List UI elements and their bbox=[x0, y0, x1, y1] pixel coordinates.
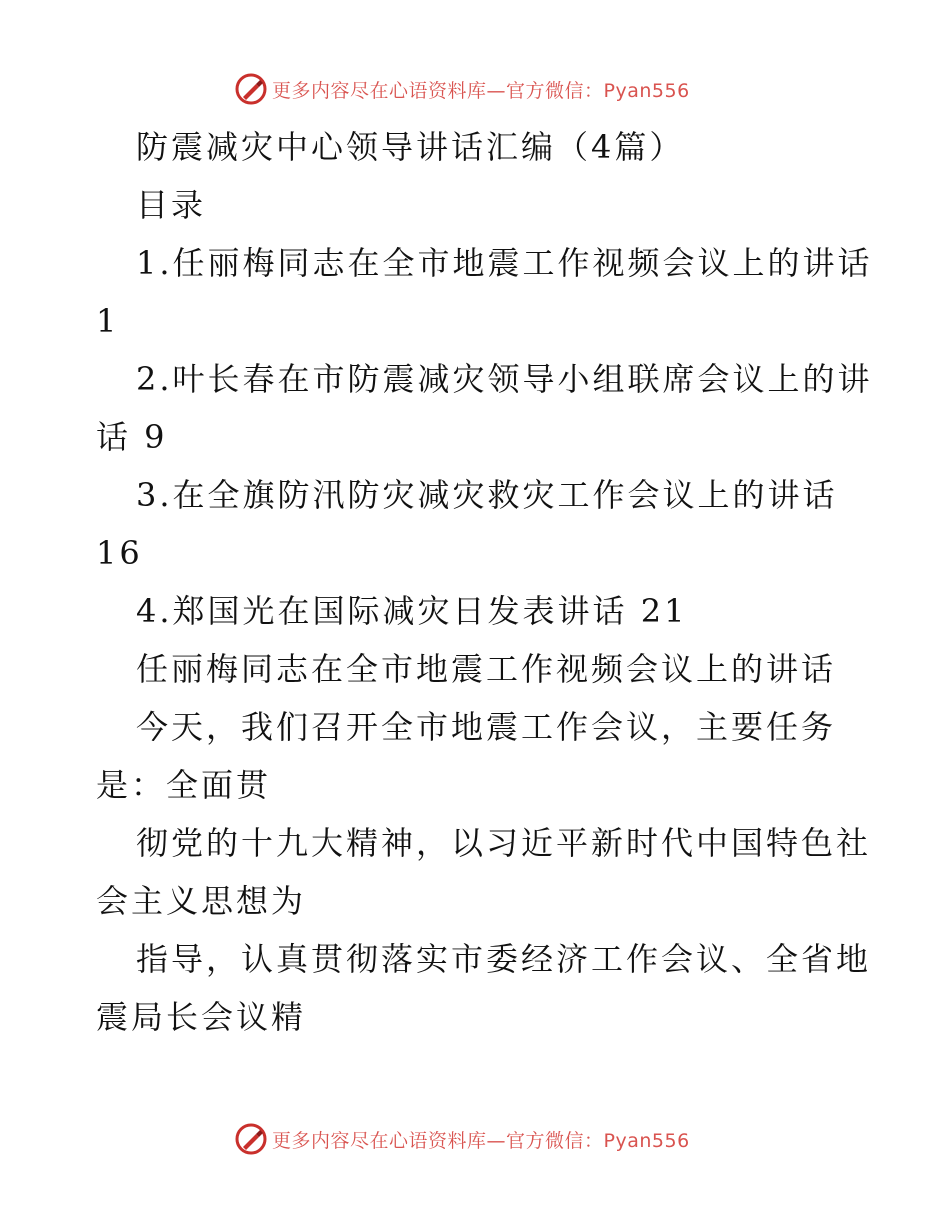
watermark-text: 更多内容尽在心语资料库—官方微信：Pyan556 bbox=[272, 1129, 690, 1152]
paragraph-line: 会主义思想为 bbox=[96, 882, 307, 920]
document-body bbox=[96, 118, 873, 1046]
paragraph-line: 震局长会议精 bbox=[96, 998, 307, 1036]
paragraph-line: 指导，认真贯彻落实市委经济工作会议、全省地 bbox=[136, 940, 872, 978]
toc-item-4: 4.郑国光在国际减灾日发表讲话 21 bbox=[136, 592, 688, 630]
pen-logo-icon bbox=[234, 72, 268, 106]
header-watermark bbox=[234, 72, 690, 106]
toc-item-3: 3.在全旗防汛防灾减灾救灾工作会议上的讲话 bbox=[136, 476, 838, 514]
paragraph-line: 是：全面贯 bbox=[96, 766, 272, 804]
toc-item-2: 2.叶长春在市防震减灾领导小组联席会议上的讲 bbox=[136, 360, 873, 398]
section-heading: 任丽梅同志在全市地震工作视频会议上的讲话 bbox=[136, 650, 837, 688]
toc-item-1-page: 1 bbox=[96, 302, 120, 340]
toc-item-2-cont: 话 9 bbox=[96, 418, 168, 456]
paragraph-line: 彻党的十九大精神，以习近平新时代中国特色社 bbox=[136, 824, 872, 862]
watermark-text: 更多内容尽在心语资料库—官方微信：Pyan556 bbox=[272, 79, 690, 102]
doc-title: 防震减灾中心领导讲话汇编（4篇） bbox=[136, 128, 685, 166]
paragraph-line: 今天，我们召开全市地震工作会议，主要任务 bbox=[136, 708, 837, 746]
toc-item-1: 1.任丽梅同志在全市地震工作视频会议上的讲话 bbox=[136, 244, 873, 282]
toc-heading: 目录 bbox=[136, 186, 207, 224]
toc-item-3-page: 16 bbox=[96, 534, 143, 572]
footer-watermark bbox=[234, 1122, 690, 1156]
pen-logo-icon bbox=[234, 1122, 268, 1156]
